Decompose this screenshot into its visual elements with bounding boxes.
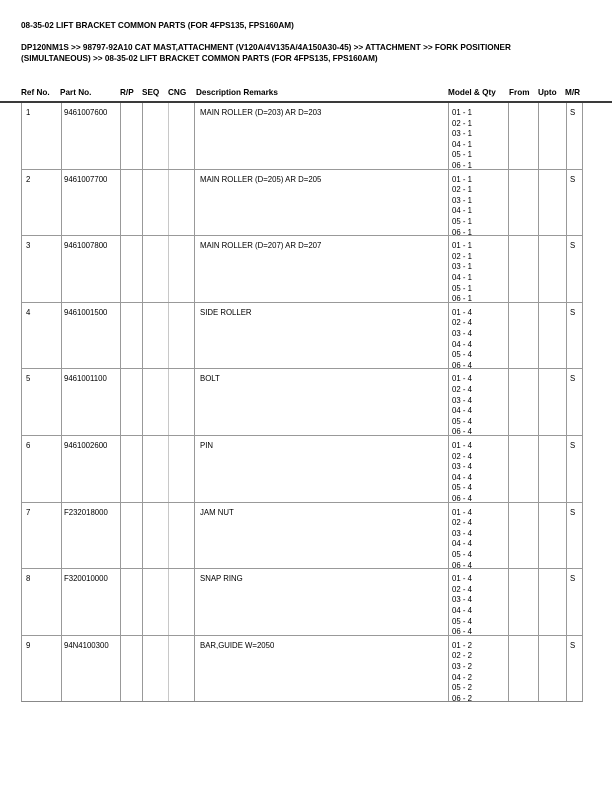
model-qty-entry: 05 - 4 [452,549,472,559]
mr-cell: S [570,174,576,184]
model-qty-entry: 06 - 2 [452,693,472,703]
column-divider [168,569,169,635]
column-divider [194,636,195,702]
model-qty-entry: 05 - 4 [452,350,472,360]
mr-cell: S [570,574,576,584]
column-divider [142,436,143,502]
description-cell: BAR,GUIDE W=2050 [200,640,275,650]
column-divider [194,369,195,435]
model-qty-entry: 05 - 4 [452,616,472,626]
ref-no-cell: 2 [26,174,31,184]
column-divider [566,569,567,635]
model-qty-entry: 01 - 4 [452,440,472,450]
description-cell: BOLT [200,374,220,384]
part-no-cell: 9461007600 [64,108,108,117]
model-qty-entry: 02 - 4 [452,318,472,328]
table-row [21,636,583,703]
column-divider [120,636,121,702]
ref-no-cell: 3 [26,241,31,251]
model-qty-entry: 05 - 1 [452,150,472,160]
column-divider [194,303,195,369]
model-qty-cell [452,508,472,572]
breadcrumb: DP120NM1S >> 98797-92A10 CAT MAST,ATTACHMENT (V120A/4V135A/4A150A30-45) >> ATTACHMENT >> FORK POSITIONER (SIMULTANEOUS) >> 08-35-02 LIFT BRACKET COMMON PARTS (FOR 4FPS135, FPS160AM) [21,43,511,63]
header-mr: M/R [565,88,581,97]
column-divider [566,636,567,702]
mr-cell: S [570,640,576,650]
model-qty-entry: 02 - 1 [452,251,472,261]
model-qty-entry: 06 - 4 [452,627,472,637]
model-qty-entry: 01 - 4 [452,374,472,384]
mr-cell: S [570,307,576,317]
table-row [21,236,583,303]
model-qty-entry: 06 - 1 [452,160,472,170]
column-divider [508,569,509,635]
page-title: 08-35-02 LIFT BRACKET COMMON PARTS (FOR 4FPS135, FPS160AM) [21,21,294,30]
part-no-cell: 94N4100300 [64,640,109,650]
column-divider [120,236,121,302]
header-ref-no: Ref No. [21,88,50,97]
column-divider [142,369,143,435]
column-divider [61,436,62,502]
description-cell: SNAP RING [200,574,243,584]
ref-no-cell: 7 [26,507,31,517]
model-qty-entry: 06 - 1 [452,294,472,304]
model-qty-entry: 04 - 1 [452,206,472,216]
column-divider [61,503,62,569]
column-divider [168,103,169,169]
column-divider [168,369,169,435]
column-divider [142,636,143,702]
model-qty-entry: 02 - 4 [452,584,472,594]
model-qty-entry: 06 - 4 [452,493,472,503]
model-qty-entry: 03 - 4 [452,462,472,472]
header-description: Description Remarks [196,88,278,97]
part-no-cell: 9461002600 [64,440,108,450]
column-divider [142,170,143,236]
column-divider [566,236,567,302]
column-divider [508,369,509,435]
model-qty-entry: 02 - 4 [452,518,472,528]
part-no-cell: 9461007700 [64,174,108,184]
column-divider [448,170,449,236]
column-divider [448,636,449,702]
header-seq: SEQ [142,88,160,97]
model-qty-entry: 04 - 4 [452,605,472,615]
mr-cell: S [570,440,576,450]
column-divider [538,103,539,169]
ref-no-cell: 5 [26,374,31,384]
column-divider [194,170,195,236]
header-upto: Upto [538,88,557,97]
column-divider [120,103,121,169]
header-model-qty: Model & Qty [448,88,496,97]
model-qty-entry: 01 - 4 [452,574,472,584]
table-row [21,569,583,636]
description-cell: MAIN ROLLER (D=205) AR D=205 [200,174,322,184]
model-qty-entry: 06 - 4 [452,560,472,570]
column-divider [120,369,121,435]
model-qty-entry: 03 - 1 [452,129,472,139]
column-divider [538,569,539,635]
column-divider [168,636,169,702]
column-divider [120,569,121,635]
ref-no-cell: 9 [26,640,31,650]
column-divider [566,503,567,569]
part-no-cell: F232018000 [64,507,108,517]
column-divider [142,236,143,302]
header-from: From [509,88,530,97]
column-divider [448,503,449,569]
mr-cell: S [570,374,576,384]
column-divider [508,636,509,702]
model-qty-entry: 02 - 4 [452,384,472,394]
model-qty-entry: 03 - 4 [452,395,472,405]
column-divider [508,503,509,569]
model-qty-entry: 04 - 4 [452,406,472,416]
model-qty-entry: 04 - 1 [452,272,472,282]
column-divider [61,103,62,169]
column-divider [194,236,195,302]
model-qty-entry: 03 - 4 [452,595,472,605]
column-divider [566,303,567,369]
column-divider [120,503,121,569]
model-qty-entry: 05 - 1 [452,283,472,293]
model-qty-entry: 01 - 1 [452,174,472,184]
mr-cell: S [570,108,576,117]
column-divider [448,436,449,502]
column-divider [168,503,169,569]
column-divider [448,569,449,635]
model-qty-entry: 01 - 1 [452,108,472,117]
model-qty-cell [452,374,472,438]
model-qty-entry: 02 - 1 [452,118,472,128]
column-divider [142,569,143,635]
column-divider [61,569,62,635]
column-divider [142,503,143,569]
model-qty-entry: 05 - 2 [452,683,472,693]
header-part-no: Part No. [60,88,92,97]
model-qty-entry: 06 - 1 [452,227,472,237]
table-row [21,303,583,370]
model-qty-entry: 01 - 1 [452,241,472,251]
model-qty-entry: 05 - 4 [452,483,472,493]
model-qty-cell [452,574,472,638]
header-rp: R/P [120,88,134,97]
part-no-cell: 9461001100 [64,374,107,384]
model-qty-entry: 01 - 4 [452,507,472,517]
column-divider [448,236,449,302]
table-row [21,103,583,170]
column-divider [168,170,169,236]
model-qty-entry: 01 - 4 [452,307,472,317]
column-divider [61,170,62,236]
model-qty-entry: 04 - 4 [452,472,472,482]
column-divider [61,369,62,435]
column-divider [168,303,169,369]
table-row [21,503,583,570]
column-divider [142,103,143,169]
column-divider [538,303,539,369]
model-qty-entry: 06 - 4 [452,427,472,437]
column-divider [566,103,567,169]
description-cell: SIDE ROLLER [200,307,252,317]
description-cell: JAM NUT [200,507,234,517]
model-qty-entry: 03 - 1 [452,262,472,272]
column-divider [538,170,539,236]
model-qty-entry: 03 - 1 [452,195,472,205]
model-qty-cell [452,108,472,172]
column-divider [538,436,539,502]
mr-cell: S [570,241,576,251]
column-divider [508,103,509,169]
table-row [21,436,583,503]
mr-cell: S [570,507,576,517]
column-divider [508,436,509,502]
column-divider [538,636,539,702]
column-divider [61,236,62,302]
model-qty-entry: 03 - 4 [452,528,472,538]
table-row [21,170,583,237]
model-qty-entry: 04 - 1 [452,139,472,149]
model-qty-entry: 02 - 2 [452,651,472,661]
column-divider [120,436,121,502]
column-divider [61,303,62,369]
parts-table [21,103,583,702]
model-qty-entry: 01 - 2 [452,640,472,650]
table-header [0,87,612,101]
column-divider [61,636,62,702]
column-divider [142,303,143,369]
ref-no-cell: 6 [26,440,31,450]
model-qty-entry: 06 - 4 [452,360,472,370]
column-divider [194,569,195,635]
column-divider [508,236,509,302]
model-qty-cell [452,641,472,705]
model-qty-entry: 02 - 4 [452,451,472,461]
part-no-cell: F320010000 [64,574,108,584]
part-no-cell: 9461001500 [64,307,108,317]
model-qty-entry: 05 - 4 [452,416,472,426]
ref-no-cell: 8 [26,574,31,584]
column-divider [538,503,539,569]
column-divider [168,236,169,302]
model-qty-cell [452,241,472,305]
column-divider [566,170,567,236]
header-cng: CNG [168,88,187,97]
column-divider [448,103,449,169]
column-divider [194,103,195,169]
part-no-cell: 9461007800 [64,241,108,251]
model-qty-entry: 04 - 4 [452,539,472,549]
column-divider [448,303,449,369]
ref-no-cell: 1 [26,108,31,117]
column-divider [194,436,195,502]
column-divider [120,303,121,369]
column-divider [194,503,195,569]
column-divider [538,236,539,302]
column-divider [538,369,539,435]
column-divider [508,303,509,369]
model-qty-cell [452,175,472,239]
description-cell: MAIN ROLLER (D=207) AR D=207 [200,241,322,251]
model-qty-entry: 03 - 4 [452,328,472,338]
ref-no-cell: 4 [26,307,31,317]
table-row [21,369,583,436]
model-qty-entry: 05 - 1 [452,216,472,226]
model-qty-cell [452,308,472,372]
column-divider [168,436,169,502]
column-divider [566,369,567,435]
model-qty-entry: 04 - 2 [452,672,472,682]
description-cell: PIN [200,440,213,450]
column-divider [566,436,567,502]
description-cell: MAIN ROLLER (D=203) AR D=203 [200,108,322,117]
column-divider [508,170,509,236]
model-qty-entry: 03 - 2 [452,661,472,671]
model-qty-entry: 04 - 4 [452,339,472,349]
column-divider [448,369,449,435]
column-divider [120,170,121,236]
model-qty-cell [452,441,472,505]
model-qty-entry: 02 - 1 [452,185,472,195]
